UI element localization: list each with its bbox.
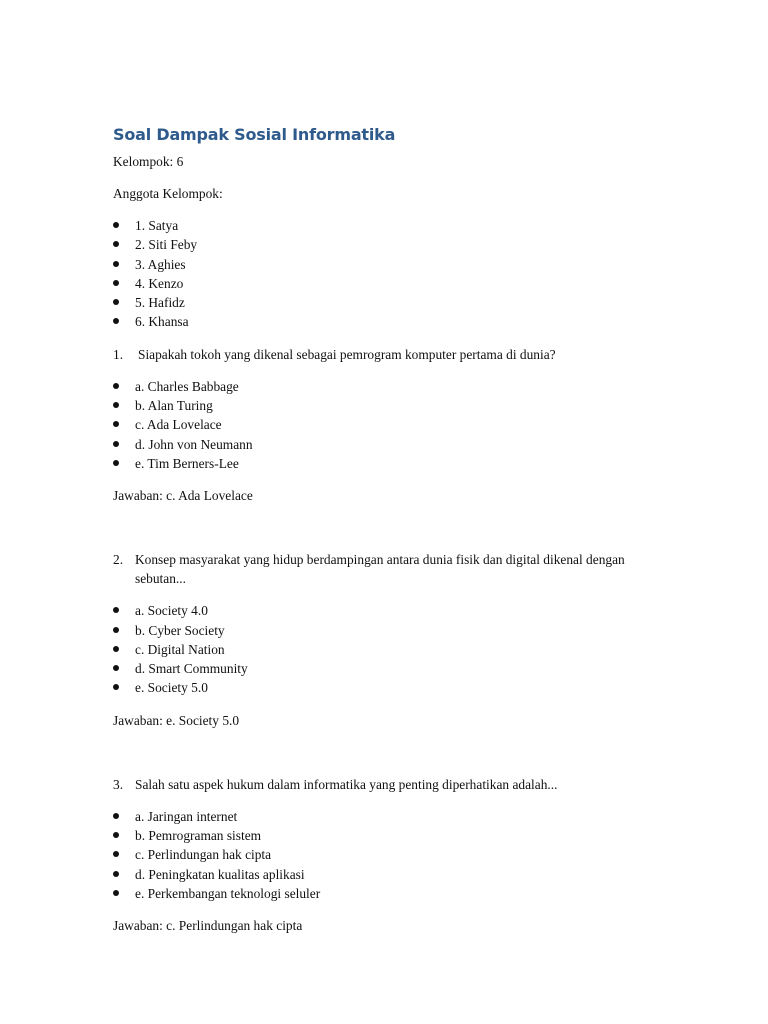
bullet-icon bbox=[113, 241, 119, 247]
options-list-1 bbox=[113, 377, 673, 473]
bullet-icon bbox=[113, 890, 119, 896]
list-item bbox=[113, 293, 673, 312]
options-list-3 bbox=[113, 807, 673, 903]
members-list bbox=[113, 216, 673, 332]
option-text: d. Smart Community bbox=[135, 661, 248, 677]
list-item bbox=[113, 807, 673, 826]
bullet-icon bbox=[113, 222, 119, 228]
option-text: c. Ada Lovelace bbox=[135, 417, 222, 433]
member-name: 6. Khansa bbox=[135, 314, 189, 330]
list-item bbox=[113, 396, 673, 415]
list-item bbox=[113, 435, 673, 454]
list-item bbox=[113, 601, 673, 620]
option-text: a. Society 4.0 bbox=[135, 603, 208, 619]
list-item bbox=[113, 845, 673, 864]
list-item bbox=[113, 415, 673, 434]
bullet-icon bbox=[113, 299, 119, 305]
answer-3: Jawaban: c. Perlindungan hak cipta bbox=[113, 918, 303, 934]
options-list-2 bbox=[113, 601, 673, 697]
bullet-icon bbox=[113, 665, 119, 671]
bullet-icon bbox=[113, 383, 119, 389]
option-text: e. Society 5.0 bbox=[135, 680, 208, 696]
option-text: d. Peningkatan kualitas aplikasi bbox=[135, 866, 305, 882]
question-text: Salah satu aspek hukum dalam informatika yang penting diperhatikan adalah... bbox=[135, 776, 558, 792]
option-text: e. Perkembangan teknologi seluler bbox=[135, 885, 321, 901]
bullet-icon bbox=[113, 421, 119, 427]
option-text: e. Tim Berners-Lee bbox=[135, 455, 239, 471]
question-3 bbox=[113, 775, 673, 794]
member-name: 4. Kenzo bbox=[135, 275, 184, 291]
list-item bbox=[113, 216, 673, 235]
question-number: 1. bbox=[113, 346, 124, 362]
bullet-icon bbox=[113, 627, 119, 633]
question-text: Siapakah tokoh yang dikenal sebagai pemrogram komputer pertama di dunia? bbox=[138, 346, 556, 362]
answer-1: Jawaban: c. Ada Lovelace bbox=[113, 488, 253, 504]
member-name: 1. Satya bbox=[135, 218, 179, 233]
option-text: d. John von Neumann bbox=[135, 436, 253, 452]
member-name: 2. Siti Feby bbox=[135, 237, 198, 253]
bullet-icon bbox=[113, 280, 119, 286]
list-item bbox=[113, 377, 673, 396]
list-item bbox=[113, 454, 673, 473]
document-page bbox=[113, 124, 673, 935]
group-line: Kelompok: 6 bbox=[113, 154, 184, 169]
list-item bbox=[113, 621, 673, 640]
bullet-icon bbox=[113, 460, 119, 466]
option-text: a. Charles Babbage bbox=[135, 378, 239, 394]
list-item bbox=[113, 659, 673, 678]
option-text: b. Pemrograman sistem bbox=[135, 828, 262, 844]
list-item bbox=[113, 274, 673, 293]
bullet-icon bbox=[113, 832, 119, 838]
option-text: b. Alan Turing bbox=[135, 398, 213, 414]
list-item bbox=[113, 826, 673, 845]
bullet-icon bbox=[113, 871, 119, 877]
option-text: c. Digital Nation bbox=[135, 641, 225, 657]
list-item bbox=[113, 312, 673, 331]
document-title: Soal Dampak Sosial Informatika bbox=[113, 125, 396, 144]
member-name: 5. Hafidz bbox=[135, 295, 185, 311]
list-item bbox=[113, 884, 673, 903]
option-text: b. Cyber Society bbox=[135, 622, 225, 638]
option-text: a. Jaringan internet bbox=[135, 808, 238, 824]
bullet-icon bbox=[113, 851, 119, 857]
question-1 bbox=[113, 345, 673, 364]
question-number: 3. bbox=[113, 776, 124, 792]
question-2 bbox=[113, 550, 673, 588]
bullet-icon bbox=[113, 318, 119, 324]
bullet-icon bbox=[113, 684, 119, 690]
bullet-icon bbox=[113, 646, 119, 652]
bullet-icon bbox=[113, 607, 119, 613]
member-name: 3. Aghies bbox=[135, 256, 186, 272]
list-item bbox=[113, 678, 673, 697]
bullet-icon bbox=[113, 261, 119, 267]
option-text: c. Perlindungan hak cipta bbox=[135, 847, 272, 863]
question-number: 2. bbox=[113, 552, 124, 568]
bullet-icon bbox=[113, 813, 119, 819]
bullet-icon bbox=[113, 441, 119, 447]
list-item bbox=[113, 235, 673, 254]
list-item bbox=[113, 255, 673, 274]
bullet-icon bbox=[113, 402, 119, 408]
members-heading: Anggota Kelompok: bbox=[113, 186, 223, 201]
list-item bbox=[113, 865, 673, 884]
question-text: Konsep masyarakat yang hidup berdampingan antara dunia fisik dan digital dikenal dengan sebutan... bbox=[135, 552, 625, 587]
list-item bbox=[113, 640, 673, 659]
answer-2: Jawaban: e. Society 5.0 bbox=[113, 712, 240, 728]
